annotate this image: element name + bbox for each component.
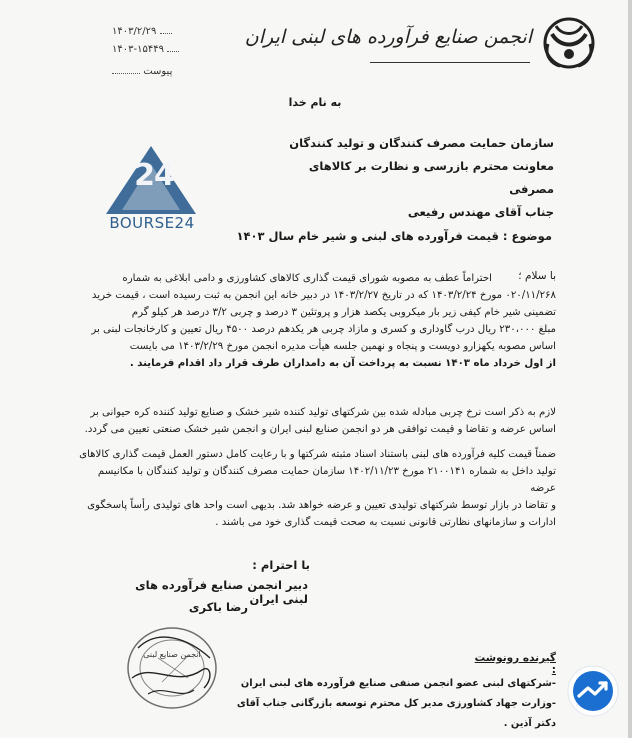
paragraph-line: احتراماً عطف به مصوبه شورای قیمت گذاری کالاهای کشاورزی و دامی ابلاغی به شماره: [122, 273, 492, 284]
paragraph-line: ضمناً قیمت کلیه فرآورده های لبنی باستناد اسناد مثبته شرکتها و با رعایت کامل دستور العمل قیمت گذاری کالاهای: [79, 449, 556, 460]
bourse24-watermark-text: BOURSE24: [109, 214, 195, 232]
association-name: انجمن صنایع فرآورده های لبنی ایران: [244, 26, 532, 48]
greeting: با سلام ؛: [518, 270, 556, 282]
paragraph-line: و تقاضا در بازار توسط شرکتهای تولیدی تعیین و عرضه خواهد شد. بدیهی است واحد های تولیدی رأساً پاسخگوی: [87, 500, 556, 511]
letter-number: [112, 44, 212, 55]
letter-date: [112, 26, 212, 37]
stamp-signature-icon: [118, 618, 226, 714]
paragraph-pricing: [76, 446, 556, 531]
cc-title: گیرنده رونوشت :: [474, 652, 556, 676]
header-underline: [370, 62, 530, 63]
recipient-line: جناب آقای مهندس رفیعی: [407, 205, 554, 219]
closing-respect: با احترام :: [252, 558, 310, 572]
association-logo-icon: [540, 14, 598, 72]
cc-item: -شرکتهای لبنی عضو انجمن صنفی صنایع فرآورده های لبنی ایران: [240, 678, 556, 689]
paragraph-fat-rate: [76, 404, 556, 438]
paragraph-line: ادارات و سازمانهای نظارتی قانونی نسبت به صحت قیمت گذاری خود می باشند .: [215, 517, 556, 528]
recipients-block: [270, 132, 554, 224]
paragraph-line: لازم به ذکر است نرخ چربی مبادله شده بین شرکتهای تولید کننده شیر خشک و صنایع تولید کننده کره حیوانی بر: [90, 407, 556, 418]
paragraph-main: [76, 270, 556, 372]
paragraph-line: اساس عرضه و تقاضا و قیمت توافقی هر دو انجمن صنایع لبنی ایران و انجمن شیر خشک صنعتی تعیین می گردد.: [84, 424, 556, 435]
bourse24-logo-number: 24: [134, 158, 174, 193]
paragraph-line: تولید داخل به شماره ۲۱۰۰۱۴۱ مورخ ۱۴۰۲/۱۱/۲۳ سازمان حمایت مصرف کنندگان و تولید کنندگان با مکانیسم عرضه: [97, 466, 556, 494]
attachment-label: پیوست: [143, 66, 173, 77]
signer-title: دبیر انجمن صنایع فرآورده های لبنی ایران: [135, 578, 308, 606]
paragraph-line: اساس مصوبه یکهزارو دویست و پنجاه و نهمین جلسه هیأت مدیره انجمن مورخ ۱۴۰۳/۲/۲۹ می بایست: [129, 341, 556, 352]
salutation-top: به نام خدا: [288, 96, 342, 109]
letter-date-value: ۱۴۰۳/۲/۲۹: [112, 26, 157, 37]
recipient-line: معاونت محترم بازرسی و نظارت بر کالاهای مصرفی: [308, 159, 554, 196]
letter-number-value: ۱۴۰۳-۱۵۴۴۹: [112, 44, 164, 55]
cc-item: -وزارت جهاد کشاورزی مدیر کل محترم توسعه بازرگانی جناب آقای دکتر آذین .: [236, 698, 556, 729]
subject-line: موضوع : قیمت فرآورده های لبنی و شیر خام سال ۱۴۰۳: [236, 229, 552, 243]
attachment: [112, 66, 212, 77]
paragraph-line: مبلغ ۲۳۰،۰۰۰ ریال درب گاوداری و کسری و مازاد چربی هر یکدهم درصد ۴۵۰۰ ریال تعیین و کارخانجات لبنی بر: [91, 324, 556, 335]
cc-list: [226, 674, 556, 734]
signer-name: رضا باکری: [188, 600, 248, 614]
channel-badge-icon[interactable]: [566, 664, 620, 718]
paragraph-line: از اول خرداد ماه ۱۴۰۳ نسبت به پرداخت آن به دامداران طرف قرار داد اقدام فرمایند .: [129, 358, 556, 369]
stamp-text: انجمن صنایع لبنی: [143, 650, 201, 659]
paragraph-line: تضمینی شیر خام کیفی زیر بار میکروبی یکصد هزار و پروتئین ۳ درصد و چربی ۳/۲ درصد هر کیلو گرم: [131, 307, 556, 318]
recipient-line: سازمان حمایت مصرف کنندگان و تولید کنندگان: [289, 136, 554, 150]
paragraph-line: ۰۲۰/۱۱/۲۶۸ مورخ ۱۴۰۳/۲/۲۴ که در تاریخ ۱۴۰۳/۲/۲۷ در دبیر خانه این انجمن به ثبت رسیده است ، قیمت خرید: [91, 290, 556, 301]
